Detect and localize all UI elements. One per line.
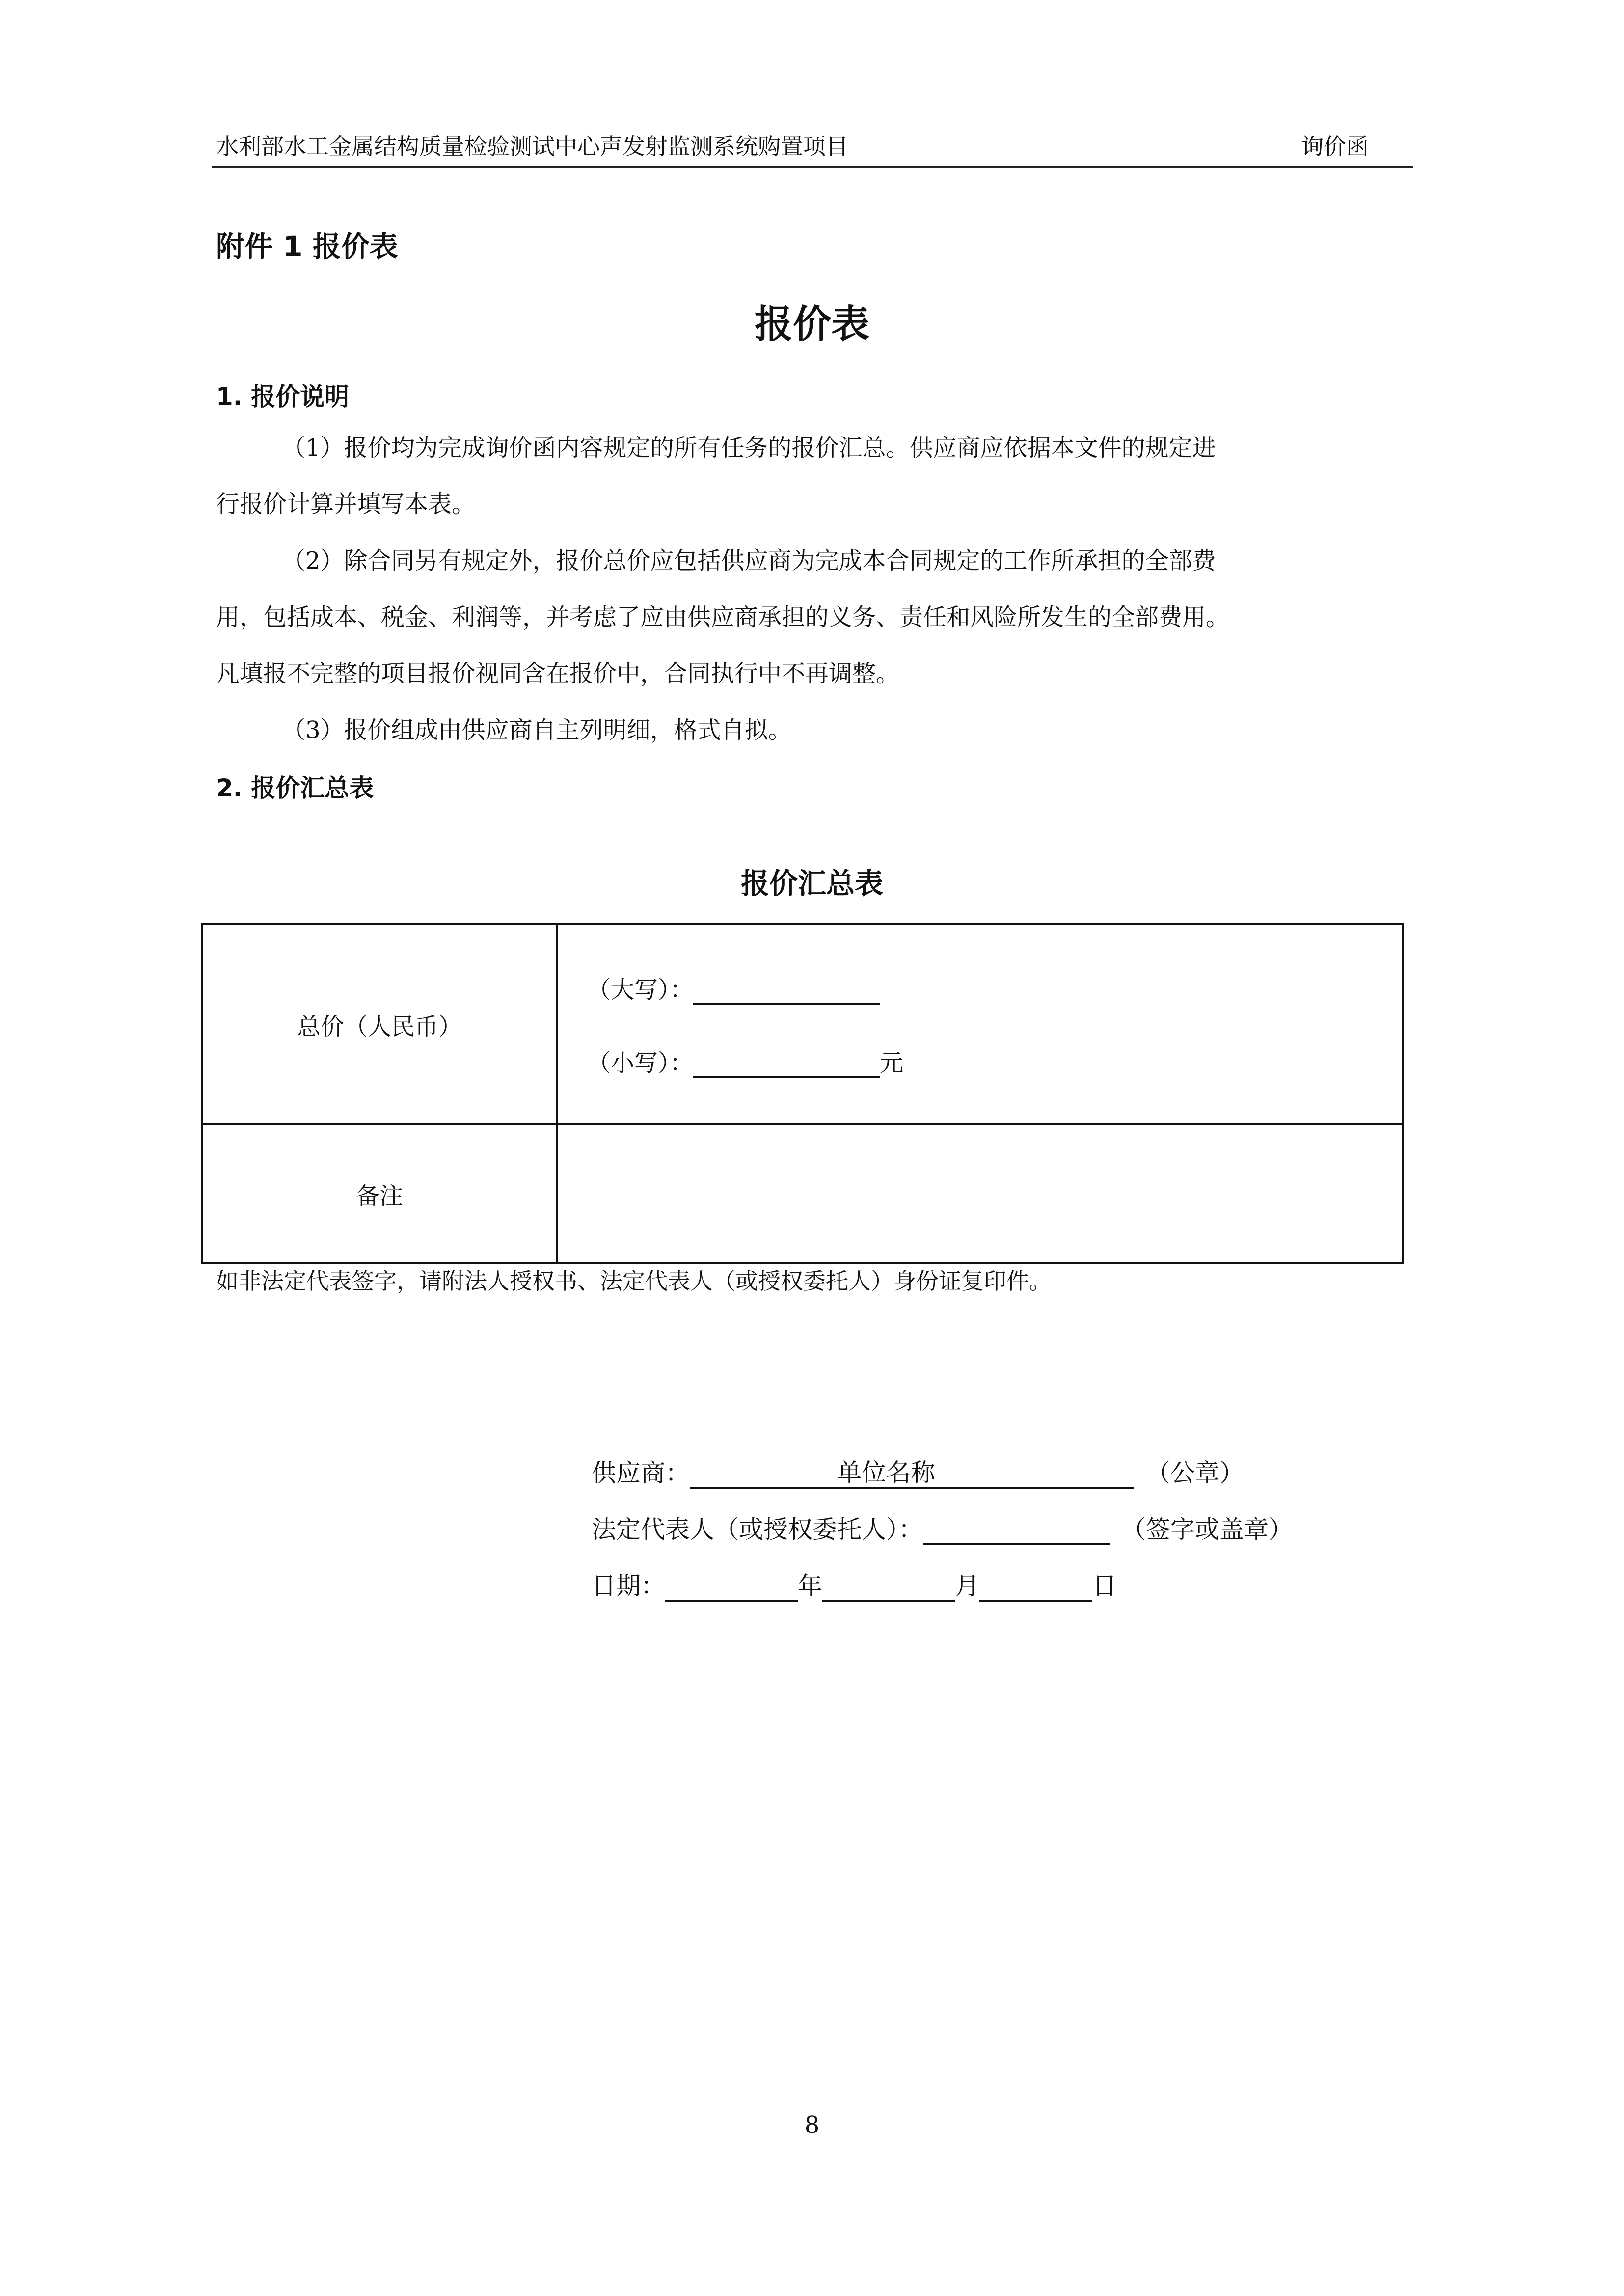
remarks-field[interactable] xyxy=(557,1124,1403,1263)
summary-table xyxy=(201,923,1404,1264)
date-label: 日期： xyxy=(592,1572,665,1600)
supplier-line xyxy=(592,1453,1244,1489)
page-number: 8 xyxy=(804,2111,820,2139)
year-field[interactable] xyxy=(665,1574,798,1602)
lowercase-label: （小写）： xyxy=(587,1049,694,1077)
representative-line xyxy=(592,1510,1293,1545)
remarks-label: 备注 xyxy=(202,1124,557,1263)
paragraph-1-line-1: （1）报价均为完成询价函内容规定的所有任务的报价汇总。供应商应依据本文件的规定进 xyxy=(282,434,1216,462)
section-heading-quote-notes: 1. 报价说明 xyxy=(216,383,350,411)
signature-note: 如非法定代表签字，请附法人授权书、法定代表人（或授权委托人）身份证复印件。 xyxy=(216,1268,1052,1294)
page-title: 报价表 xyxy=(754,302,869,347)
section-heading-summary: 2. 报价汇总表 xyxy=(216,774,374,802)
date-line xyxy=(592,1566,1117,1602)
paragraph-1 xyxy=(216,420,1414,533)
paragraph-1-line-2: 行报价计算并填写本表。 xyxy=(216,491,476,518)
representative-field[interactable] xyxy=(923,1518,1110,1545)
month-field[interactable] xyxy=(822,1574,955,1602)
paragraph-2 xyxy=(216,533,1414,702)
lowercase-amount-field[interactable] xyxy=(693,1050,880,1078)
day-label: 日 xyxy=(1092,1572,1117,1600)
table-row xyxy=(202,1124,1403,1263)
paragraph-3 xyxy=(216,702,1414,759)
day-field[interactable] xyxy=(979,1574,1092,1602)
paragraph-2-line-2: 用，包括成本、税金、利润等，并考虑了应由供应商承担的义务、责任和风险所发生的全部费用。 xyxy=(216,603,1230,631)
year-label: 年 xyxy=(798,1572,822,1600)
header-project-title: 水利部水工金属结构质量检验测试中心声发射监测系统购置项目 xyxy=(216,133,848,160)
total-price-cell xyxy=(557,924,1403,1124)
uppercase-amount-field[interactable] xyxy=(693,977,880,1005)
representative-label: 法定代表人（或授权委托人）： xyxy=(592,1515,923,1544)
supplier-name-field[interactable] xyxy=(690,1458,1134,1489)
attachment-label: 附件 1 报价表 xyxy=(216,230,398,263)
header-doc-type: 询价函 xyxy=(1301,133,1369,160)
currency-unit: 元 xyxy=(880,1049,904,1077)
month-label: 月 xyxy=(955,1572,979,1600)
uppercase-label: （大写）： xyxy=(587,976,694,1004)
supplier-label: 供应商： xyxy=(592,1459,690,1487)
supplier-name-value: 单位名称 xyxy=(837,1458,935,1487)
table-row xyxy=(202,924,1403,1124)
total-price-label: 总价（人民币） xyxy=(202,924,557,1124)
summary-table-title: 报价汇总表 xyxy=(740,867,883,900)
paragraph-3-line-1: （3）报价组成由供应商自主列明细，格式自拟。 xyxy=(282,716,792,744)
paragraph-2-line-1: （2）除合同另有规定外，报价总价应包括供应商为完成本合同规定的工作所承担的全部费 xyxy=(282,547,1216,574)
supplier-seal-label: （公章） xyxy=(1146,1459,1244,1487)
paragraph-2-line-3: 凡填报不完整的项目报价视同含在报价中，合同执行中不再调整。 xyxy=(216,660,900,687)
header-divider xyxy=(212,166,1413,168)
representative-sign-label: （签字或盖章） xyxy=(1121,1515,1293,1544)
